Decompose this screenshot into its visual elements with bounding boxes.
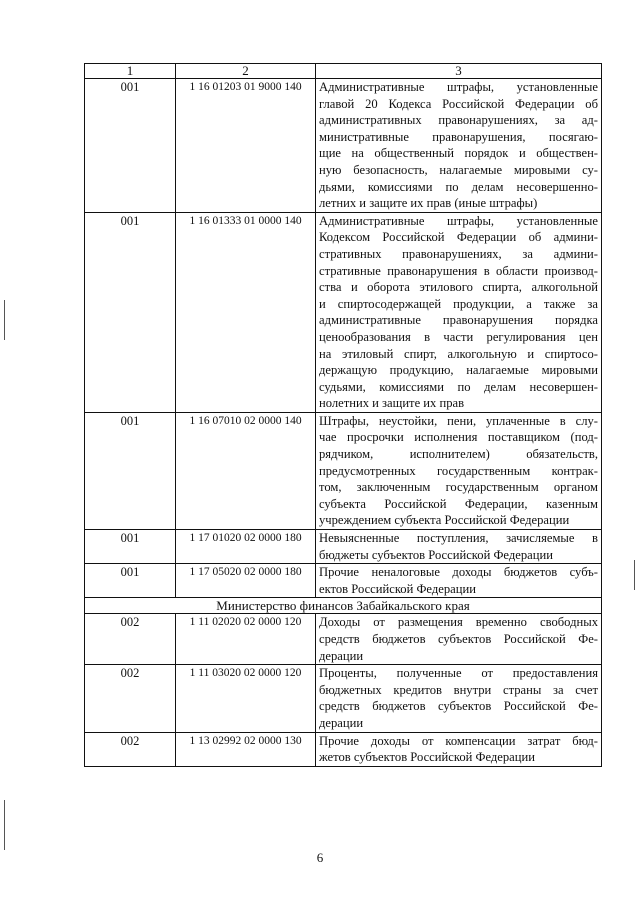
description-line: жетов субъектов Российской Федерации: [319, 750, 535, 765]
table-row: [85, 614, 602, 665]
revenue-codes-table: [84, 63, 602, 767]
description-line: том, заключенным государственным органом: [319, 480, 598, 495]
description-line: и спиртосодержащей продукции, а также за: [319, 296, 598, 311]
description-line: административных правонарушениях, за ад-: [319, 113, 598, 128]
table-row: [85, 564, 602, 598]
revenue-description-cell: [316, 614, 602, 665]
budget-class-code-cell: 1 17 05020 02 0000 180: [176, 564, 316, 598]
description-line: судьями, комиссиями по делам несовершен-: [319, 379, 598, 394]
description-line: Проценты, полученные от предоставления: [319, 666, 598, 681]
description-line: Административные штрафы, установленные: [319, 213, 598, 228]
budget-class-code-cell: 1 11 02020 02 0000 120: [176, 614, 316, 665]
description-line: ную безопасность, налагаемые мировыми су-: [319, 162, 598, 177]
section-header-row: [85, 598, 602, 614]
description-line: стративные правонарушения в области производ-: [319, 263, 598, 278]
revenue-description-cell: [316, 732, 602, 766]
admin-code-cell: 001: [85, 564, 176, 598]
description-line: бюджетных кредитов внутри страны за счет: [319, 682, 598, 697]
description-line: главой 20 Кодекса Российской Федерации об: [319, 96, 598, 111]
description-line: на этиловый спирт, алкогольную и спиртосо-: [319, 346, 598, 361]
column-header: 1: [85, 64, 176, 79]
description-line: Невыясненные поступления, зачисляемые в: [319, 531, 598, 546]
page-number: 6: [316, 850, 324, 865]
description-line: дерации: [319, 648, 364, 663]
description-line: Прочие неналоговые доходы бюджетов субъ-: [319, 565, 598, 580]
table-row: [85, 530, 602, 564]
admin-code-cell: 002: [85, 665, 176, 732]
description-line: Административные штрафы, установленные: [319, 80, 598, 94]
admin-code-cell: 002: [85, 614, 176, 665]
description-line: Прочие доходы от компенсации затрат бюд-: [319, 733, 598, 748]
description-line: щие на общественный порядок и обществен-: [319, 146, 598, 161]
description-line: дьями, комиссиями по делам несовершенно-: [319, 179, 598, 194]
revenue-description-cell: [316, 665, 602, 732]
table-row: [85, 212, 602, 412]
table-body-group-1: [85, 79, 602, 598]
description-line: ектов Российской Федерации: [319, 581, 476, 596]
budget-class-code-cell: 1 16 01333 01 0000 140: [176, 212, 316, 412]
section-header-group: [85, 598, 602, 614]
margin-scan-mark: [4, 300, 5, 340]
admin-code-cell: 001: [85, 412, 176, 529]
description-line: министративные правонарушения, посягаю-: [319, 129, 598, 144]
description-line: чае просрочки исполнения поставщиком (под-: [319, 430, 598, 445]
description-line: Штрафы, неустойки, пени, уплаченные в слу-: [319, 413, 598, 428]
revenue-description-cell: [316, 564, 602, 598]
column-header: 3: [316, 64, 602, 79]
description-line: ценообразования в части регулирования цен: [319, 329, 598, 344]
description-line: Доходы от размещения временно свободных: [319, 615, 598, 630]
description-line: рядчиком, исполнителем) обязательств,: [319, 447, 598, 462]
revenue-description-cell: [316, 79, 602, 213]
description-line: предусмотренных государственным контрак-: [319, 463, 598, 478]
section-title: Министерство финансов Забайкальского края: [85, 598, 602, 614]
description-line: стративных правонарушениях, за админи-: [319, 246, 598, 261]
description-line: летних и защите их прав (иные штрафы): [319, 196, 538, 211]
revenue-description-cell: [316, 530, 602, 564]
table-header-row: [85, 64, 602, 79]
description-line: бюджеты субъектов Российской Федерации: [319, 547, 553, 562]
budget-class-code-cell: 1 16 07010 02 0000 140: [176, 412, 316, 529]
table-row: [85, 79, 602, 213]
budget-class-code-cell: 1 13 02992 02 0000 130: [176, 732, 316, 766]
description-line: ства и оборота этилового спирта, алкогольной: [319, 280, 598, 295]
description-line: средств бюджетов субъектов Российской Фе-: [319, 632, 598, 646]
admin-code-cell: 001: [85, 212, 176, 412]
description-line: дерации: [319, 715, 364, 730]
admin-code-cell: 002: [85, 732, 176, 766]
budget-class-code-cell: 1 16 01203 01 9000 140: [176, 79, 316, 213]
description-line: держащую продукцию, налагаемые мировыми: [319, 363, 598, 378]
budget-class-code-cell: 1 11 03020 02 0000 120: [176, 665, 316, 732]
revenue-description-cell: [316, 212, 602, 412]
description-line: нолетних и защите их прав: [319, 396, 465, 411]
description-line: учреждением субъекта Российской Федерации: [319, 513, 570, 528]
revenue-description-cell: [316, 412, 602, 529]
description-line: административные правонарушения порядка: [319, 313, 598, 328]
column-header: 2: [176, 64, 316, 79]
description-line: субъекта Российской Федерации, казенным: [319, 496, 598, 511]
margin-scan-mark: [4, 800, 5, 850]
table-body-group-2: [85, 614, 602, 766]
table-row: [85, 665, 602, 732]
table-row: [85, 732, 602, 766]
margin-scan-mark: [634, 560, 635, 590]
description-line: Кодексом Российской Федерации об админи-: [319, 230, 598, 245]
admin-code-cell: 001: [85, 530, 176, 564]
admin-code-cell: 001: [85, 79, 176, 213]
table-row: [85, 412, 602, 529]
budget-class-code-cell: 1 17 01020 02 0000 180: [176, 530, 316, 564]
description-line: средств бюджетов субъектов Российской Фе-: [319, 699, 598, 714]
